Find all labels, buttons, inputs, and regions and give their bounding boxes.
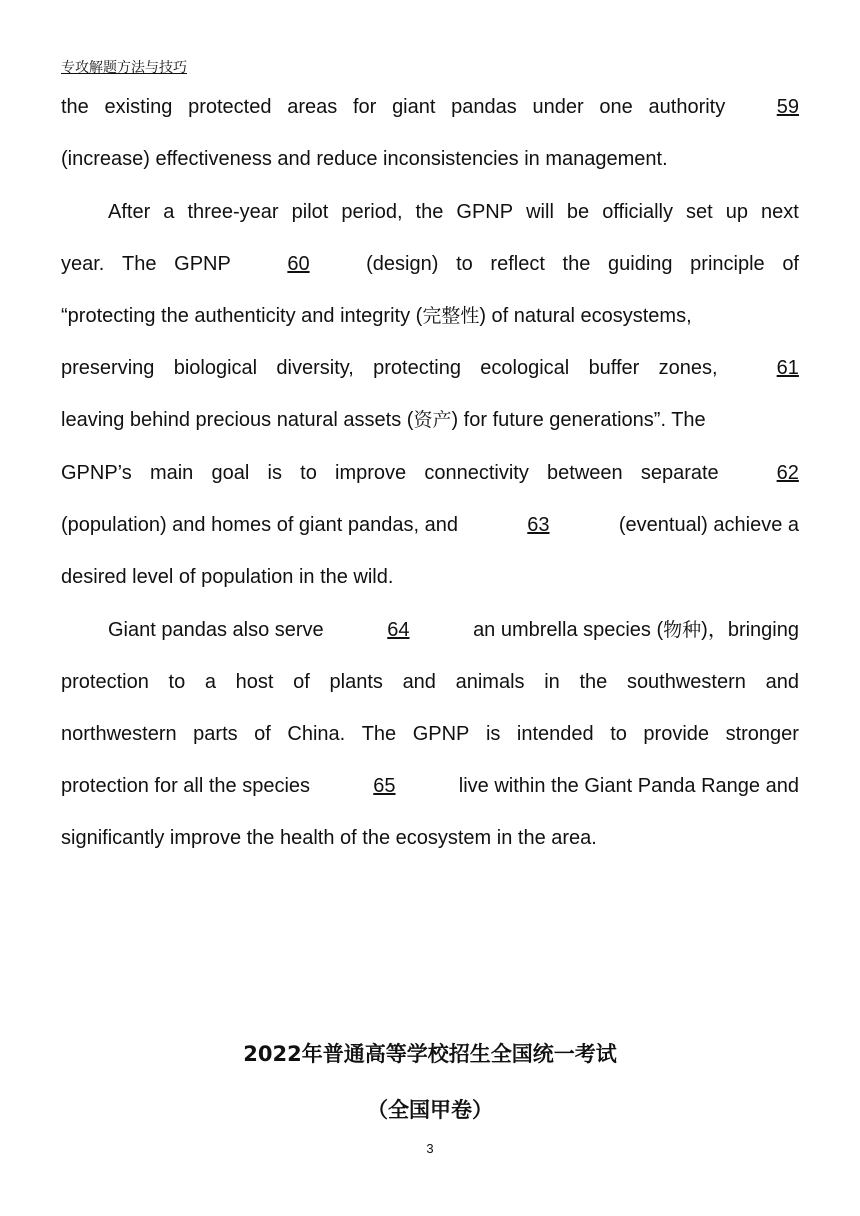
word: of <box>254 723 271 745</box>
word: and <box>765 671 799 693</box>
word: three-year <box>187 201 279 223</box>
p2-line-8: desired level of population in the wild. <box>61 566 394 588</box>
word: GPNP’s <box>61 462 132 484</box>
chinese-gloss: 资产 <box>413 409 452 431</box>
word: between <box>547 462 623 484</box>
chinese-gloss: 完整性 <box>422 305 480 327</box>
word: improve <box>335 462 407 484</box>
word: connectivity <box>424 462 529 484</box>
p2-line-5 <box>61 408 799 432</box>
p2-line-7 <box>61 513 799 537</box>
word: up <box>725 201 748 223</box>
text: “protecting the authenticity and integrity ( <box>61 305 423 327</box>
text: leaving behind precious natural assets ( <box>61 409 414 431</box>
word: the <box>562 253 591 275</box>
word: areas <box>287 96 338 118</box>
word: China. <box>287 723 346 745</box>
word: the <box>415 201 444 223</box>
word: period, <box>341 201 403 223</box>
word: principle <box>690 253 765 275</box>
text: ) of natural ecosystems, <box>479 305 692 327</box>
word: intended <box>516 723 594 745</box>
text-segment <box>61 304 692 328</box>
blank-64[interactable]: 64 <box>387 619 410 641</box>
exam-title: 2022年普通高等学校招生全国统一考试 <box>243 1042 617 1066</box>
word: next <box>761 201 799 223</box>
blank-62[interactable]: 62 <box>776 462 799 484</box>
word: of <box>293 671 310 693</box>
p3-line-4 <box>61 774 799 798</box>
word: pandas <box>451 96 517 118</box>
p2-line-6 <box>61 461 799 485</box>
word: ecological <box>480 357 570 379</box>
word: plants <box>329 671 383 693</box>
text: )，bringing <box>701 619 799 641</box>
word: set <box>686 201 713 223</box>
text: protection for all the species <box>61 775 311 797</box>
word: stronger <box>725 723 799 745</box>
word: for <box>352 96 377 118</box>
word: authority <box>648 96 726 118</box>
p2-line-1 <box>108 200 799 224</box>
word: zones, <box>658 357 718 379</box>
word: year. <box>61 253 105 275</box>
p3-line-5: significantly improve the health of the ecosystem in the area. <box>61 827 597 849</box>
p3-line-1 <box>108 618 799 642</box>
word: parts <box>193 723 238 745</box>
word: The <box>122 253 157 275</box>
word: the <box>61 96 89 118</box>
word: GPNP <box>456 201 514 223</box>
word: of <box>782 253 799 275</box>
blank-60[interactable]: 60 <box>287 253 310 275</box>
word: After <box>108 201 151 223</box>
word: and <box>402 671 436 693</box>
word: guiding <box>608 253 673 275</box>
word: one <box>599 96 633 118</box>
word: giant <box>392 96 436 118</box>
word: to <box>300 462 317 484</box>
chinese-gloss: 物种 <box>663 619 702 641</box>
word: protection <box>61 671 149 693</box>
word: is <box>267 462 282 484</box>
word: will <box>526 201 554 223</box>
word: GPNP <box>174 253 231 275</box>
p3-line-2 <box>61 670 799 694</box>
p2-line-2 <box>61 252 799 276</box>
word: preserving <box>61 357 155 379</box>
word: buffer <box>588 357 640 379</box>
word: is <box>485 723 501 745</box>
word: protected <box>188 96 272 118</box>
blank-59[interactable]: 59 <box>776 96 799 118</box>
word: under <box>532 96 584 118</box>
page-number: 3 <box>426 1141 434 1156</box>
word: a <box>163 201 175 223</box>
word: in <box>544 671 560 693</box>
word: separate <box>640 462 719 484</box>
word: a <box>204 671 216 693</box>
text: (eventual) achieve a <box>618 514 799 536</box>
word: to <box>456 253 473 275</box>
word: be <box>566 201 590 223</box>
word: northwestern <box>61 723 177 745</box>
p2-line-4 <box>61 356 799 380</box>
text: (population) and homes of giant pandas, and <box>61 514 458 536</box>
word: animals <box>455 671 525 693</box>
word: (design) <box>366 253 439 275</box>
word: host <box>235 671 274 693</box>
word: diversity, <box>276 357 354 379</box>
word: the <box>579 671 608 693</box>
word: to <box>610 723 627 745</box>
word: southwestern <box>626 671 746 693</box>
text: Giant pandas also serve <box>108 619 324 641</box>
word: officially <box>602 201 673 223</box>
text: ) for future generations”. The <box>451 409 706 431</box>
p1-line-1 <box>61 95 799 119</box>
text-segment <box>473 618 799 642</box>
p1-line-2: (increase) effectiveness and reduce inconsistencies in management. <box>61 148 668 170</box>
word: pilot <box>291 201 329 223</box>
word: provide <box>643 723 710 745</box>
text: live within the Giant Panda Range and <box>458 775 799 797</box>
blank-61[interactable]: 61 <box>776 357 799 379</box>
word: The <box>361 723 397 745</box>
word: reflect <box>490 253 545 275</box>
word: existing <box>104 96 173 118</box>
p3-line-3 <box>61 722 799 746</box>
word: to <box>168 671 186 693</box>
exam-subtitle: （全国甲卷） <box>367 1098 493 1122</box>
word: protecting <box>373 357 461 379</box>
p2-line-3 <box>61 304 799 328</box>
word: main <box>149 462 194 484</box>
blank-65[interactable]: 65 <box>373 775 396 797</box>
word: goal <box>211 462 250 484</box>
text: an umbrella species ( <box>473 619 664 641</box>
word: GPNP <box>412 723 470 745</box>
word: biological <box>173 357 258 379</box>
blank-63[interactable]: 63 <box>527 514 550 536</box>
page-header: 专攻解题方法与技巧 <box>61 60 187 76</box>
